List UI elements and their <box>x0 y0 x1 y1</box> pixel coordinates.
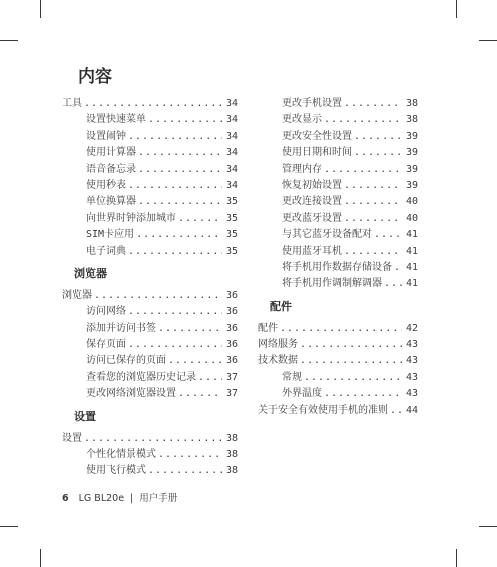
toc-entry[interactable] <box>62 386 238 402</box>
toc-entry[interactable] <box>258 337 418 353</box>
toc-entry-page: 36 <box>225 289 238 301</box>
toc-entry[interactable] <box>62 337 238 353</box>
toc-entry-label: 更改连接设置 <box>282 196 342 208</box>
dot-leader <box>304 370 402 386</box>
dot-leader <box>158 321 222 337</box>
dot-leader <box>390 403 402 419</box>
toc-entry[interactable] <box>62 244 238 260</box>
toc-entry[interactable] <box>62 288 238 304</box>
toc-entry[interactable] <box>258 403 418 419</box>
dot-leader <box>324 112 402 128</box>
toc-entry[interactable] <box>62 112 238 128</box>
dot-leader <box>178 211 222 227</box>
toc-entry-label: 更改蓝牙设置 <box>282 212 342 224</box>
toc-entry-page: 39 <box>405 163 418 175</box>
dot-leader <box>344 211 402 227</box>
toc-entry-label: 向世界时钟添加城市 <box>86 212 176 224</box>
toc-entry-label: 更改安全性设置 <box>282 130 352 142</box>
dot-leader <box>168 353 222 369</box>
toc-entry-label: 访问网络 <box>86 306 126 318</box>
toc-entry-label: 查看您的浏览器历史记录 <box>86 371 196 383</box>
toc-entry-label: 与其它蓝牙设备配对 <box>282 229 372 241</box>
dot-leader <box>128 178 222 194</box>
dot-leader <box>198 370 222 386</box>
section-heading: 配件 <box>270 299 292 313</box>
toc-entry-page: 35 <box>225 196 238 208</box>
toc-entry-page: 34 <box>225 147 238 159</box>
page-title: 内容 <box>78 67 112 87</box>
toc-right-column <box>258 96 418 419</box>
toc-entry[interactable] <box>258 112 418 128</box>
toc-entry-page: 39 <box>405 147 418 159</box>
dot-leader <box>138 145 222 161</box>
toc-entry[interactable] <box>62 304 238 320</box>
toc-entry-page: 44 <box>405 404 418 416</box>
toc-entry-page: 40 <box>405 212 418 224</box>
dot-leader <box>374 227 402 243</box>
toc-entry-label: 设置 <box>62 432 82 444</box>
toc-entry-label: 电子词典 <box>86 245 126 257</box>
toc-entry-label: 个性化情景模式 <box>86 449 156 461</box>
toc-left-column <box>62 96 238 480</box>
toc-entry[interactable] <box>258 211 418 227</box>
toc-entry-page: 41 <box>405 245 418 257</box>
toc-entry[interactable] <box>62 431 238 447</box>
section-heading: 设置 <box>74 409 96 423</box>
crop-mark <box>456 549 457 567</box>
footer-separator: | <box>130 493 134 504</box>
dot-leader <box>354 145 402 161</box>
toc-entry-label: 使用飞行模式 <box>86 465 146 477</box>
toc-entry-label: 使用秒表 <box>86 179 126 191</box>
toc-entry-label: 将手机用作数据存储设备 <box>282 261 392 273</box>
toc-entry[interactable] <box>62 194 238 210</box>
toc-entry-page: 35 <box>225 245 238 257</box>
toc-entry-page: 40 <box>405 196 418 208</box>
toc-entry-label: 浏览器 <box>62 289 92 301</box>
toc-entry-page: 39 <box>405 179 418 191</box>
toc-entry-label: SIM卡应用 <box>86 229 135 241</box>
toc-entry-page: 34 <box>225 179 238 191</box>
toc-entry[interactable] <box>258 162 418 178</box>
toc-entry-label: 添加并访问书签 <box>86 322 156 334</box>
dot-leader <box>136 227 222 243</box>
toc-entry-page: 41 <box>405 278 418 290</box>
toc-entry-label: 设置快速菜单 <box>86 114 146 126</box>
toc-entry-page: 34 <box>225 130 238 142</box>
section-heading: 浏览器 <box>74 266 107 280</box>
toc-entry[interactable] <box>62 178 238 194</box>
footer-manual: 用户手册 <box>139 493 178 504</box>
toc-entry-page: 35 <box>225 229 238 241</box>
dot-leader <box>394 260 402 276</box>
dot-leader <box>128 244 222 260</box>
crop-mark <box>479 40 497 41</box>
toc-entry[interactable] <box>258 96 418 112</box>
toc-entry[interactable] <box>258 145 418 161</box>
dot-leader <box>344 194 402 210</box>
toc-entry-page: 34 <box>225 163 238 175</box>
toc-entry-page: 35 <box>225 212 238 224</box>
toc-entry[interactable] <box>62 96 238 112</box>
dot-leader <box>138 162 222 178</box>
crop-mark <box>40 0 41 18</box>
toc-entry[interactable] <box>258 276 418 292</box>
toc-entry-page: 37 <box>225 371 238 383</box>
toc-entry[interactable] <box>258 129 418 145</box>
toc-entry-label: 配件 <box>258 322 278 334</box>
toc-entry[interactable] <box>258 178 418 194</box>
toc-entry-label: 工具 <box>62 98 82 109</box>
footer-product: LG BL20e <box>78 493 125 504</box>
footer-page-number: 6 <box>62 493 69 504</box>
toc-entry-label: 设置闹钟 <box>86 130 126 142</box>
toc-entry-page: 43 <box>405 355 418 367</box>
toc-entry-label: 语音备忘录 <box>86 163 136 175</box>
dot-leader <box>148 463 222 479</box>
toc-entry-page: 34 <box>225 114 238 126</box>
dot-leader <box>300 337 402 353</box>
toc-entry[interactable] <box>258 386 418 402</box>
toc-entry-label: 使用计算器 <box>86 147 136 159</box>
dot-leader <box>84 431 222 447</box>
toc-entry-label: 更改显示 <box>282 114 322 126</box>
toc-entry-label: 更改网络浏览器设置 <box>86 388 176 400</box>
toc-entry-label: 单位换算器 <box>86 196 136 208</box>
toc-entry-page: 37 <box>225 388 238 400</box>
dot-leader <box>138 194 222 210</box>
dot-leader <box>344 178 402 194</box>
dot-leader <box>324 162 402 178</box>
toc-entry-page: 39 <box>405 130 418 142</box>
toc-entry[interactable] <box>62 227 238 243</box>
toc-entry-page: 38 <box>405 114 418 126</box>
toc-entry-label: 外界温度 <box>282 388 322 400</box>
toc-entry[interactable] <box>62 447 238 463</box>
toc-entry[interactable] <box>62 145 238 161</box>
toc-entry-label: 技术数据 <box>258 355 298 367</box>
dot-leader <box>280 321 402 337</box>
dot-leader <box>324 386 402 402</box>
dot-leader <box>178 386 222 402</box>
toc-entry[interactable] <box>258 321 418 337</box>
toc-entry[interactable] <box>258 227 418 243</box>
toc-entry-page: 38 <box>225 465 238 477</box>
toc-entry-label: 管理内存 <box>282 163 322 175</box>
toc-entry[interactable] <box>62 321 238 337</box>
toc-entry[interactable] <box>62 463 238 479</box>
toc-entry[interactable] <box>258 370 418 386</box>
toc-entry-page: 38 <box>225 432 238 444</box>
dot-leader <box>84 96 222 112</box>
toc-entry[interactable] <box>62 370 238 386</box>
toc-entry-page: 34 <box>225 98 238 109</box>
dot-leader <box>128 304 222 320</box>
toc-entry-page: 43 <box>405 371 418 383</box>
toc-entry-label: 访问已保存的页面 <box>86 355 166 367</box>
dot-leader <box>384 276 402 292</box>
toc-entry[interactable] <box>258 260 418 276</box>
toc-entry[interactable] <box>62 211 238 227</box>
page-footer <box>62 490 177 504</box>
dot-leader <box>128 129 222 145</box>
toc-entry-page: 36 <box>225 306 238 318</box>
toc-entry-label: 保存页面 <box>86 339 126 351</box>
toc-entry-page: 38 <box>405 98 418 109</box>
crop-mark <box>0 40 18 41</box>
toc-entry-page: 41 <box>405 261 418 273</box>
toc-entry[interactable] <box>258 353 418 369</box>
dot-leader <box>94 288 222 304</box>
toc-entry[interactable] <box>62 162 238 178</box>
toc-entry-page: 38 <box>225 449 238 461</box>
dot-leader <box>354 129 402 145</box>
toc-entry-label: 更改手机设置 <box>282 98 342 109</box>
toc-entry-page: 43 <box>405 388 418 400</box>
toc-entry[interactable] <box>62 129 238 145</box>
toc-entry-label: 网络服务 <box>258 339 298 351</box>
toc-entry-page: 36 <box>225 355 238 367</box>
toc-entry-page: 36 <box>225 322 238 334</box>
crop-mark <box>456 0 457 18</box>
crop-mark <box>40 549 41 567</box>
toc-entry-label: 将手机用作调制解调器 <box>282 278 382 290</box>
toc-entry-page: 43 <box>405 339 418 351</box>
toc-entry[interactable] <box>258 194 418 210</box>
toc-entry-page: 42 <box>405 322 418 334</box>
dot-leader <box>300 353 402 369</box>
toc-entry-page: 36 <box>225 339 238 351</box>
toc-entry-page: 41 <box>405 229 418 241</box>
toc-entry-label: 使用蓝牙耳机 <box>282 245 342 257</box>
dot-leader <box>344 96 402 112</box>
toc-entry[interactable] <box>258 244 418 260</box>
dot-leader <box>344 244 402 260</box>
toc-entry[interactable] <box>62 353 238 369</box>
toc-entry-label: 常规 <box>282 371 302 383</box>
toc-entry-label: 恢复初始设置 <box>282 179 342 191</box>
crop-mark <box>0 526 18 527</box>
toc-entry-label: 关于安全有效使用手机的准则 <box>258 404 388 416</box>
dot-leader <box>128 337 222 353</box>
dot-leader <box>158 447 222 463</box>
dot-leader <box>148 112 222 128</box>
crop-mark <box>479 526 497 527</box>
toc-entry-label: 使用日期和时间 <box>282 147 352 159</box>
